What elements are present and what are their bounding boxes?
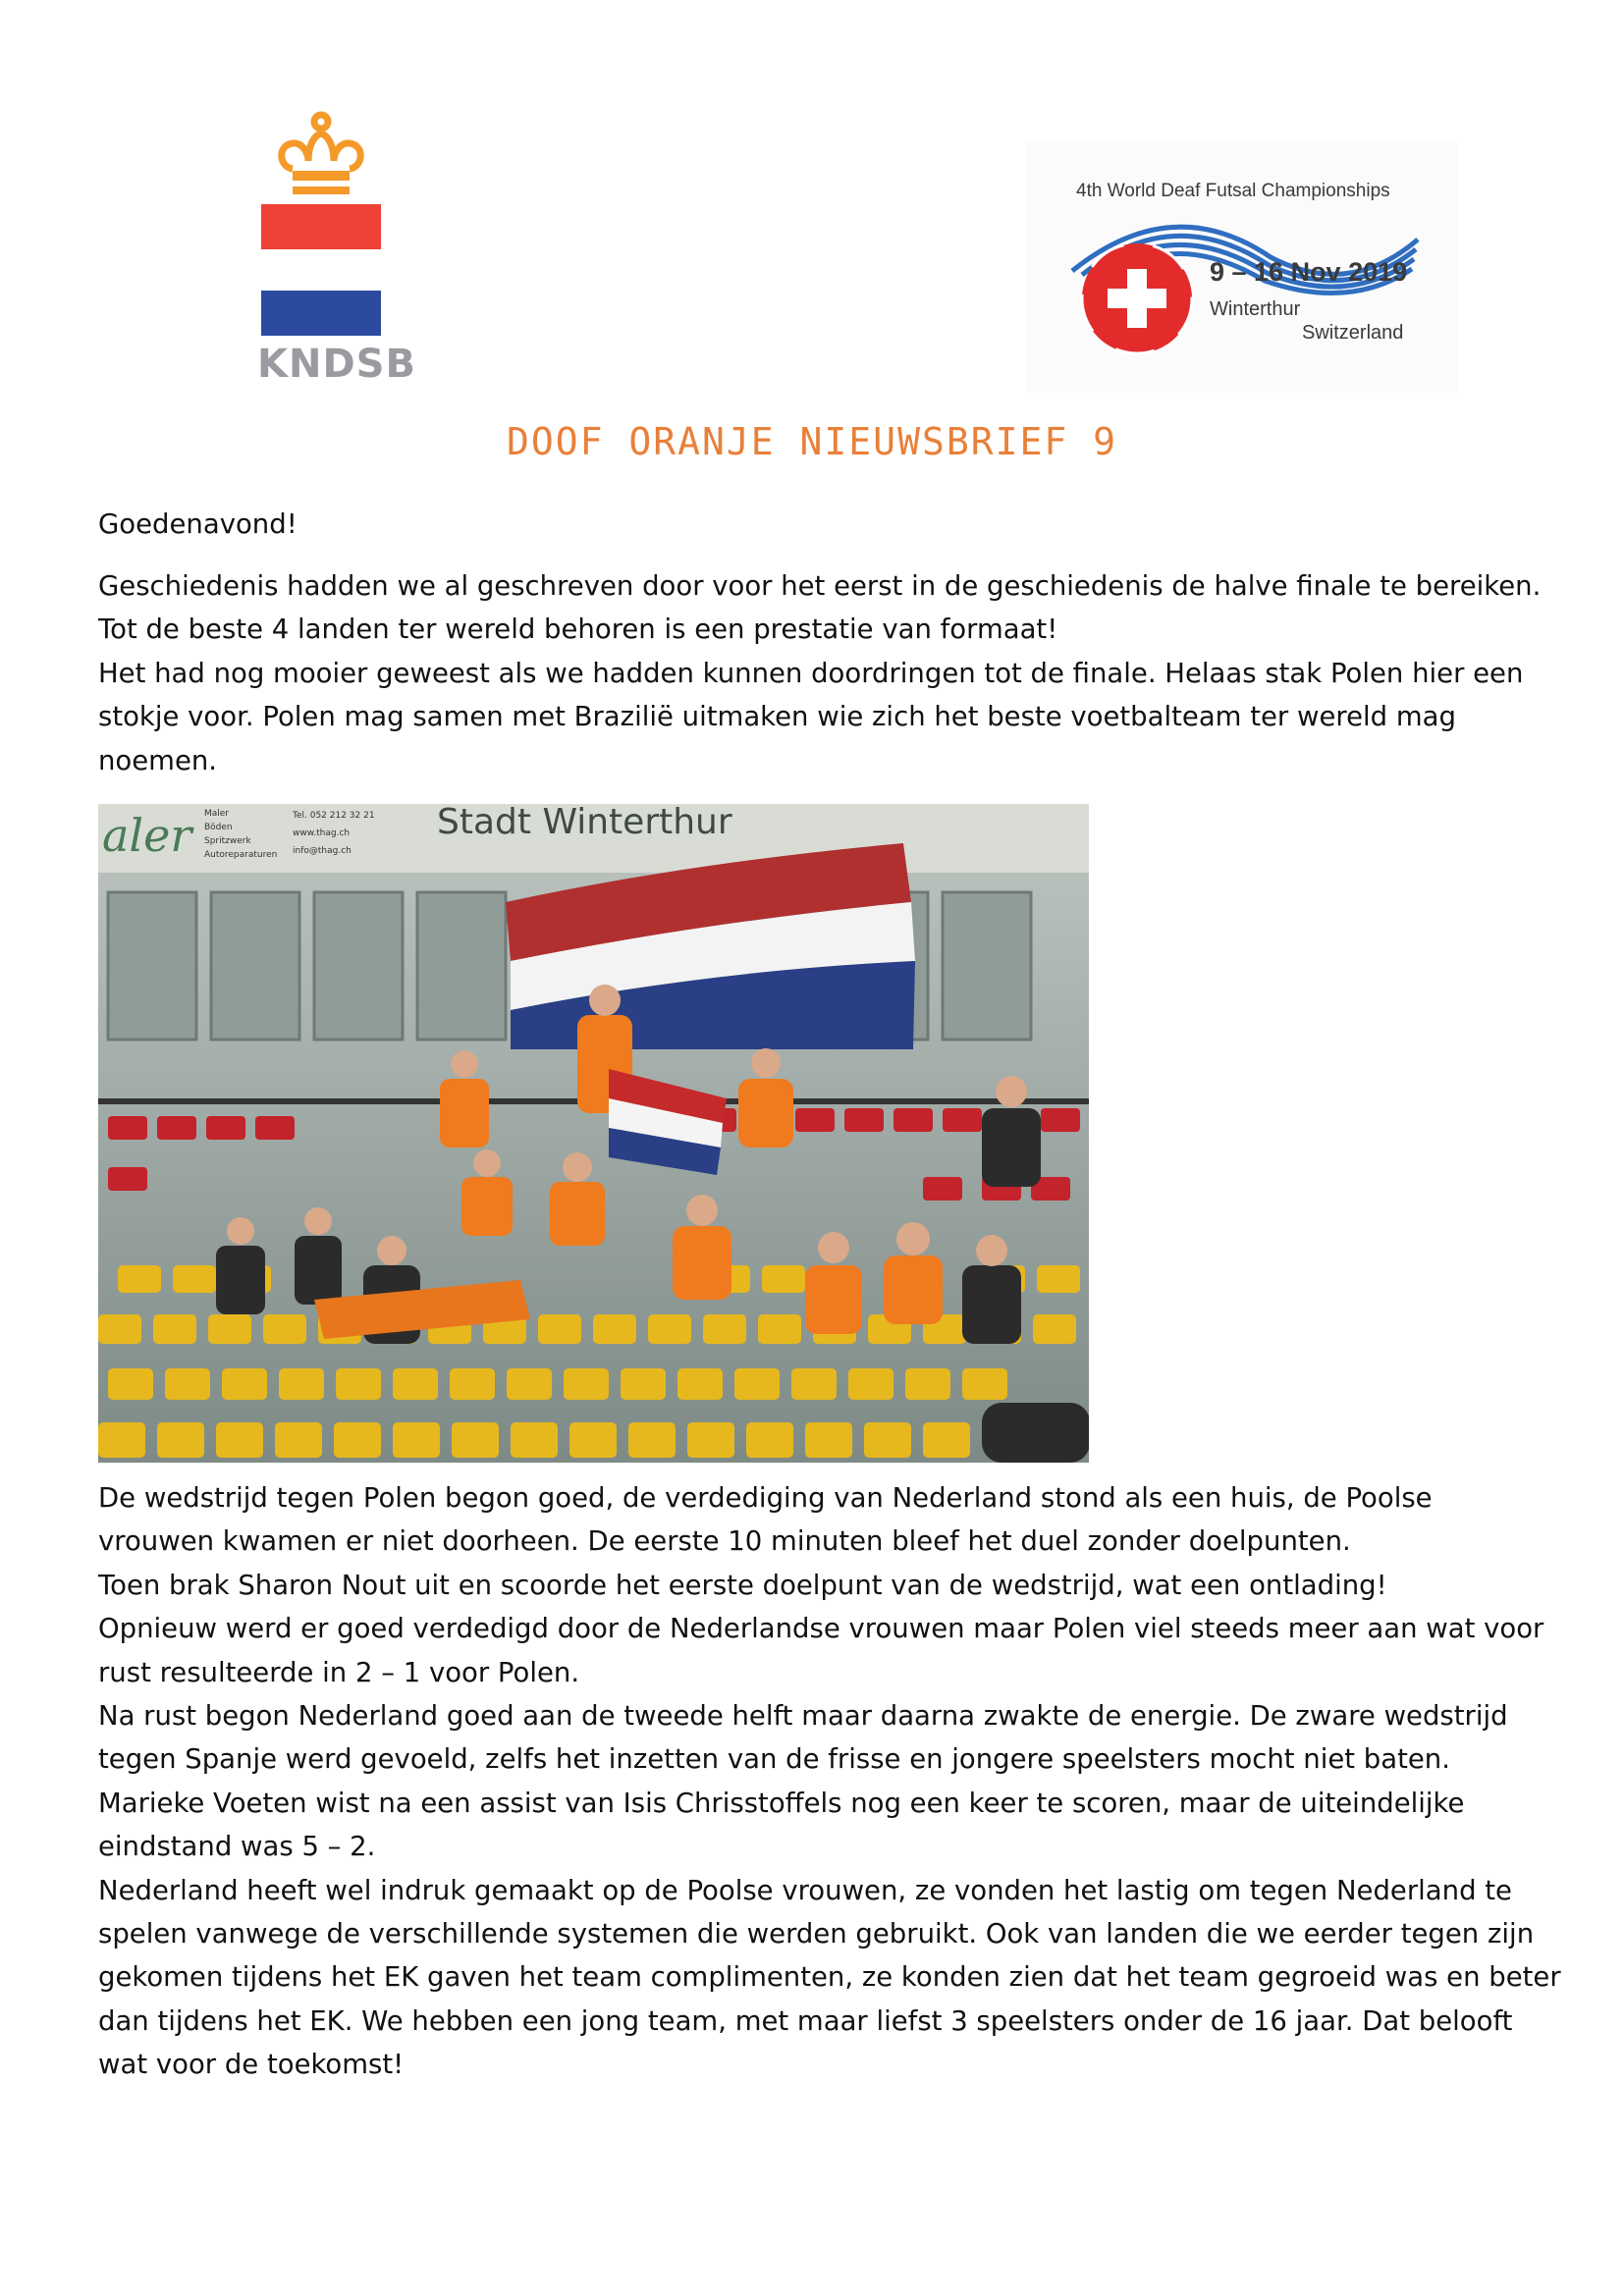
flag-band-blue [261,291,381,336]
report-line: tegen Spanje werd gevoeld, zelfs het inzetten van de frisse en jongere speelsters mocht niet baten. [98,1743,1450,1776]
ad-line: www.thag.ch [293,828,351,838]
report-line: eindstand was 5 – 2. [98,1831,376,1863]
intro-line: stokje voor. Polen mag samen met Brazilië uitmaken wie zich het beste voetbalteam ter wereld mag [98,701,1456,733]
ad-line: Autoreparaturen [204,850,278,860]
intro-line: Het had nog mooier geweest als we hadden kunnen doordringen tot de finale. Helaas stak Polen hier een [98,657,1524,689]
report-line: dan tijdens het EK. We hebben een jong team, met maar liefst 3 speelsters onder de 16 jaar. Dat belooft [98,2004,1513,2037]
report-line: Na rust begon Nederland goed aan de tweede helft maar daarna zwakte de energie. De zware wedstrijd [98,1700,1508,1733]
report-line: vrouwen kwamen er niet doorheen. De eerste 10 minuten bleef het duel zonder doelpunten. [98,1525,1351,1558]
match-report [98,1476,1561,2087]
report-line: gekomen tijdens het EK gaven het team complimenten, ze konden zien dat het team gegroeid was en beter [98,1961,1561,1994]
newsletter-title: DOOF ORANJE NIEUWSBRIEF 9 [507,420,1117,463]
championship-dates: 9 – 16 Nov 2019 [1210,257,1408,287]
report-line: De wedstrijd tegen Polen begon goed, de verdediging van Nederland stond als een huis, de Poolse [98,1482,1433,1514]
ad-line: Tel. 052 212 32 21 [293,811,375,821]
report-line: Marieke Voeten wist na een assist van Isis Chrisstoffels nog een keer te scoren, maar de uiteindelijke [98,1787,1465,1819]
championship-city: Winterthur [1210,298,1301,320]
intro-line: Tot de beste 4 landen ter wereld behoren is een prestatie van formaat! [98,614,1058,646]
report-line: spelen vanwege de verschillende systemen die werden gebruikt. Ook van landen die we eerder tegen zijn [98,1918,1535,1950]
crown-icon [257,110,385,204]
report-line: Nederland heeft wel indruk gemaakt op de Poolse vrouwen, ze vonden het lastig om tegen Nederland te [98,1874,1512,1906]
kndsb-wordmark: KNDSB [257,342,416,387]
intro-paragraph [98,564,1542,782]
intro-section [98,503,1532,546]
championship-logo [1025,141,1457,393]
kndsb-logo [257,110,416,395]
swiss-ball-icon [1078,240,1196,357]
ad-line: Böden [204,823,233,832]
supporters-photo-illustration [98,804,1089,1463]
report-line: Opnieuw werd er goed verdedigd door de Nederlandse vrouwen maar Polen viel steeds meer aan wat voor [98,1613,1544,1645]
report-line: rust resulteerde in 2 – 1 voor Polen. [98,1656,580,1688]
ad-line: Maler [204,809,230,819]
banner-text: Stadt Winterthur [437,804,732,842]
intro-line: noemen. [98,744,218,776]
flag-band-red [261,204,381,249]
report-line: Toen brak Sharon Nout uit en scoorde het eerste doelpunt van de wedstrijd, wat een ontlading! [98,1569,1387,1601]
intro-line: Geschiedenis hadden we al geschreven door voor het eerst in de geschiedenis de halve finale te bereiken. [98,570,1542,602]
ad-line: info@thag.ch [293,846,352,856]
championship-name: 4th World Deaf Futsal Championships [1076,181,1390,201]
report-line: wat voor de toekomst! [98,2049,405,2081]
supporters-photo [98,804,1089,1463]
ad-line: Spritzwerk [204,836,251,846]
ad-brand: aler [102,809,192,862]
championship-country: Switzerland [1302,322,1404,344]
greeting: Goedenavond! [98,508,298,540]
